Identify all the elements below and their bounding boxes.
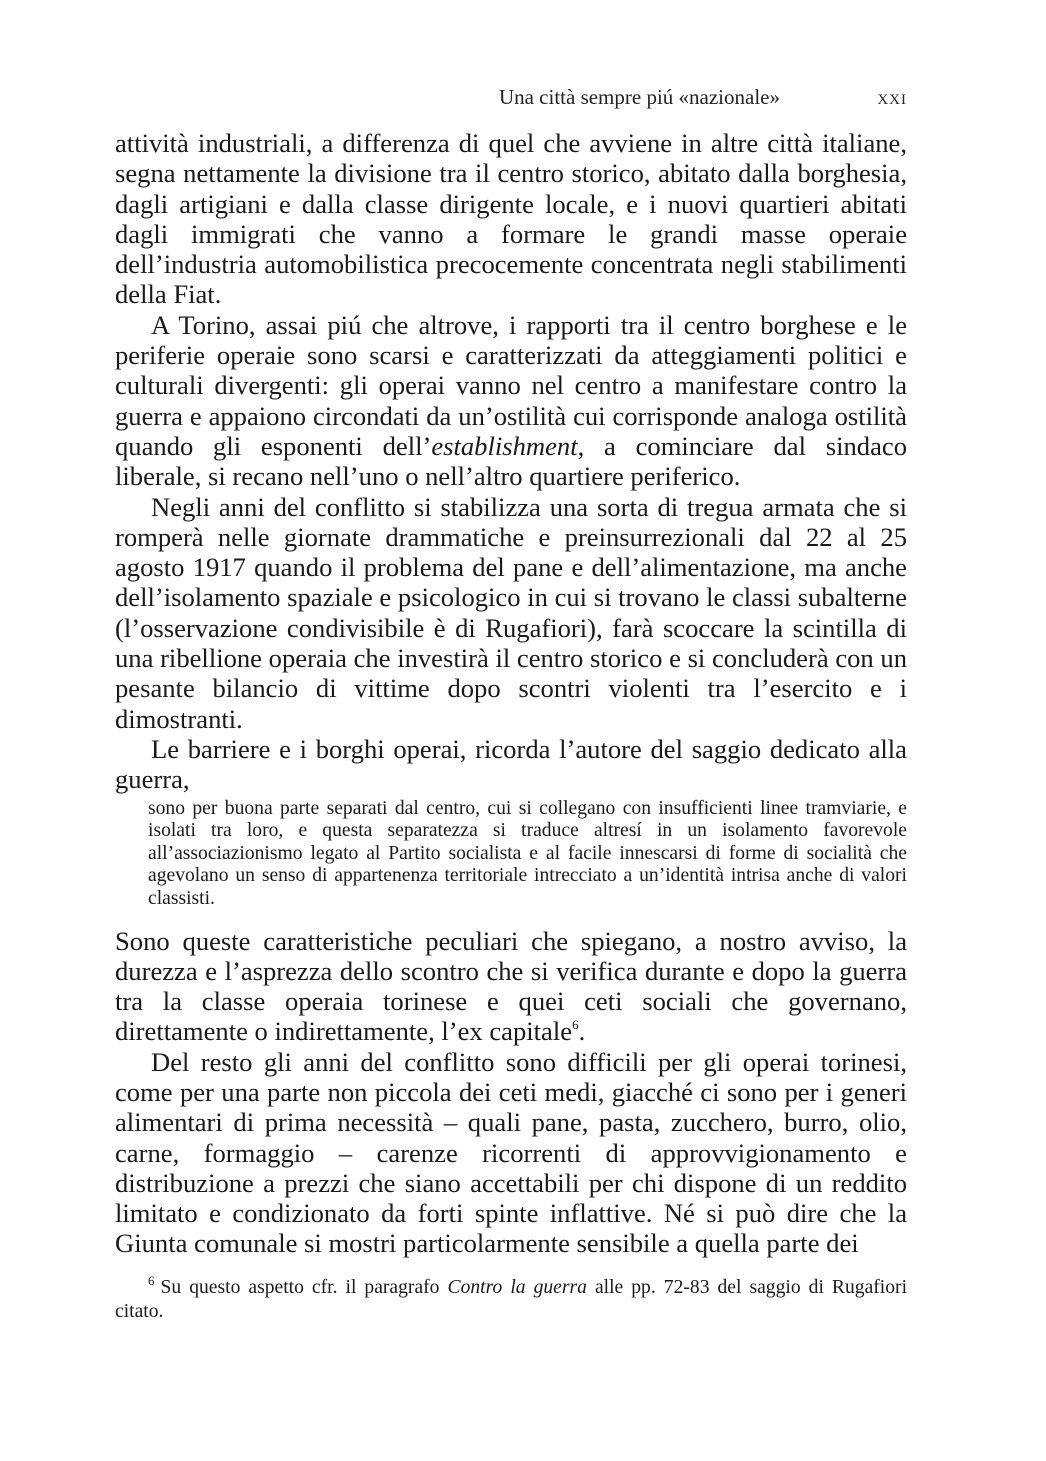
main-text (115, 128, 907, 1259)
footnote-mark: 6 (148, 1273, 155, 1289)
paragraph-6: Del resto gli anni del conflitto sono difficili per gli operai torinesi, come per una parte non piccola dei ceti medi, giacché ci sono per i generi alimentari di prima necessità – quali pane, pasta, zucchero, burro, olio, carne, formaggio – carenze ricorrenti di approvvigionamento e distribuzione a prezzi che siano accettabili per chi dispone di un reddito limitato e condizionato da forti spinte inflattive. Né si può dire che la Giunta comunale si mostri particolarmente sensibile a quella parte dei (115, 1046, 907, 1259)
footnote-text-b: alle pp. 72-83 del saggio di Rugafiori citato. (115, 1277, 908, 1322)
paragraph-2 (115, 310, 907, 492)
paragraph-3: Negli anni del conflitto si stabilizza una sorta di tregua armata che si romperà nelle giornate drammatiche e preinsurrezionali dal 22 al 25 agosto 1917 quando il problema del pane e dell’alimentazione, ma anche dell’isolamento spaziale e psicologico in cui si trovano le classi subalterne (l’osservazione condivisibile è di Rugafiori), farà scoccare la scintilla di una ribellione operaia che investirà il centro storico e si concluderà con un pesante bilancio di vittime dopo scontri violenti tra l’esercito e i dimostranti. (115, 491, 907, 734)
running-title: Una città sempre piú «nazionale» (498, 85, 780, 109)
footnotes (115, 1273, 908, 1323)
page-number: xxi (877, 85, 907, 109)
paragraph-5-text: Sono queste caratteristiche peculiari che spiegano, a nostro avviso, la durezza e l’asprezza dello scontro che si verifica durante e dopo la guerra tra la classe operaia torinese e quei ceti sociali che governano, direttamente o indirettamente, l’ex capitale (115, 925, 907, 1047)
block-quote (148, 798, 907, 911)
paragraph-1: attività industriali, a differenza di quel che avviene in altre città italiane, segna nettamente la divisione tra il centro storico, abitato dalla borghesia, dagli artigiani e dalla classe dirigente locale, e i nuovi quartieri abitati dagli immigrati che vanno a formare le grandi masse operaie dell’industria automobilistica precocemente concentrata negli stabilimenti della Fiat. (115, 128, 907, 310)
footnote-reference[interactable]: 6 (572, 1016, 579, 1032)
footnote-italic: Contro la guerra (447, 1277, 587, 1298)
paragraph-2-text-b: , a cominciare dal sindaco liberale, si recano nell’uno o nell’altro quartiere periferico. (115, 430, 907, 492)
paragraph-4: Le barriere e i borghi operai, ricorda l’autore del saggio dedicato alla guerra, (115, 733, 907, 795)
footnote-text-a: Su questo aspetto cfr. il paragrafo (160, 1277, 448, 1298)
block-quote-text: sono per buona parte separati dal centro, cui si collegano con insufficienti linee tramviarie, e isolati tra loro, e questa separatezza si traduce altresí in un isolamento favorevole all’associazionismo legato al Partito socialista e al facile innescarsi di forme di socialità che agevolano un senso di appartenenza territoriale intrecciato a un’identità intrisa anche di valori classisti. (148, 797, 907, 909)
paragraph-5-end: . (578, 1016, 586, 1047)
paragraph-5 (115, 926, 907, 1047)
footnote-6 (115, 1273, 908, 1323)
paragraph-2-text-a: A Torino, assai piú che altrove, i rapporti tra il centro borghese e le periferie operaie sono scarsi e caratterizzati da atteggiamenti politici e culturali divergenti: gli operai vanno nel centro a manifestare contro la guerra e appaiono circondati da un’ostilità cui corrisponde analoga ostilità quando gli esponenti dell’ (115, 309, 907, 461)
running-header (115, 80, 907, 114)
paragraph-2-italic: establishment (431, 430, 578, 461)
